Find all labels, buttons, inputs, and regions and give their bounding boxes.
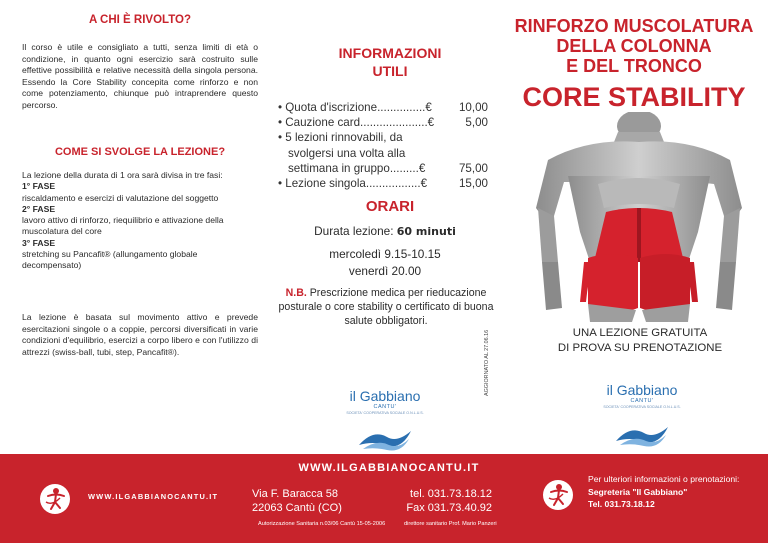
price-value: 5,00	[465, 116, 488, 130]
wave-icon	[357, 425, 413, 453]
booking-info	[588, 473, 764, 511]
price-label: • Quota d'iscrizione...............€	[278, 101, 432, 114]
gymnast-icon	[40, 484, 70, 514]
medical-director: direttore sanitario Prof. Mario Panzeri	[404, 521, 497, 527]
logo-name: il Gabbiano	[606, 382, 678, 398]
price-value: 10,00	[458, 101, 488, 114]
lesson-intro: La lezione della durata di 1 ora sarà divisa in tre fasi:	[22, 170, 223, 180]
updated-date: AGGIORNATO AL 27.06.16	[484, 329, 490, 396]
gabbiano-logo	[330, 388, 440, 453]
health-authorization: Autorizzazione Sanitaria n.03/06 Cantù 15-05-2006	[258, 521, 386, 527]
lesson-description: La lezione è basata sul movimento attivo e prevede esercitazioni singole o a coppie, percorsi diversificati in varie condizioni d'equilibrio, esercizi a corpo libero e con l'utilizzo di attrezzi (swiss-ball, tubi, step, Pancafit®).	[22, 312, 258, 357]
lesson-phases	[22, 170, 258, 272]
section-title-lesson: COME SI SVOLGE LA LEZIONE?	[54, 146, 226, 158]
info-title-line1: INFORMAZIONI	[338, 45, 442, 61]
promo-line2: DI PROVA SU PRENOTAZIONE	[557, 341, 723, 354]
subtitle-line2: DELLA COLONNA	[556, 36, 712, 56]
price-label: svolgersi una volta alla	[288, 146, 406, 160]
wave-icon	[614, 421, 670, 449]
nb-text: Prescrizione medica per rieducazione posturale o core stability o certificato di buona salute obbligatori.	[278, 287, 494, 327]
logo-city: CANTU'	[373, 404, 397, 410]
phase-1-label: 1° FASE	[22, 181, 56, 192]
free-trial-promo	[540, 326, 740, 355]
price-label: • Lezione singola.................€	[278, 177, 428, 191]
price-row	[278, 146, 488, 161]
nb-label: N.B.	[285, 287, 307, 299]
info-title	[290, 44, 490, 80]
fax-number: Fax 031.73.40.92	[406, 501, 492, 514]
price-list	[278, 100, 488, 191]
phase-1-text: riscaldamento e esercizi di valutazione del soggetto	[22, 192, 219, 203]
phone-number: tel. 031.73.18.12	[410, 488, 492, 500]
phase-2-text: lavoro attivo di rinforzo, riequilibrio e attivazione della muscolatura del core	[22, 215, 224, 237]
anatomy-back-figure	[528, 112, 750, 322]
duration-value: 60 minuti	[396, 225, 456, 238]
address-city: 22063 Cantù (CO)	[252, 501, 342, 514]
promo-line1: UNA LEZIONE GRATUITA	[572, 327, 708, 339]
schedule-day-2: venerdì 20.00	[348, 264, 422, 278]
lesson-duration	[280, 224, 490, 238]
booking-phone: Tel. 031.73.18.12	[588, 499, 655, 510]
gabbiano-logo	[587, 382, 697, 449]
phase-3-text: stretching su Pancafit® (allungamento globale decompensato)	[22, 249, 198, 271]
price-row	[278, 176, 488, 191]
website-link[interactable]: WWW.ILGABBIANOCANTU.IT	[298, 462, 480, 474]
subtitle-line3: E DEL TRONCO	[566, 56, 702, 76]
gymnast-icon	[543, 480, 573, 510]
orari-title: ORARI	[365, 198, 415, 215]
price-label: settimana in gruppo.........€	[288, 161, 426, 175]
price-row	[278, 115, 488, 130]
main-title: CORE STABILITY	[522, 82, 746, 112]
subtitle-line1: RINFORZO MUSCOLATURA	[514, 16, 754, 36]
phase-2-label: 2° FASE	[22, 203, 56, 214]
main-subtitle	[514, 16, 754, 76]
duration-label: Durata lezione:	[314, 224, 394, 238]
price-row	[278, 161, 488, 176]
nota-bene	[276, 286, 496, 328]
address	[252, 488, 342, 515]
logo-city: CANTU'	[630, 398, 654, 404]
info-title-line2: UTILI	[372, 63, 408, 79]
website-link-left[interactable]: WWW.ILGABBIANOCANTU.IT	[88, 492, 219, 501]
price-row	[278, 130, 488, 145]
price-value: 75,00	[458, 161, 488, 175]
price-value: 15,00	[458, 177, 488, 191]
schedule-day-1: mercoledì 9.15-10.15	[329, 247, 441, 261]
secretary: Segreteria "Il Gabbiano"	[588, 486, 688, 497]
logo-name: il Gabbiano	[349, 388, 421, 404]
price-label: • Cauzione card.....................€	[278, 116, 435, 130]
section-title-target: A CHI È RIVOLTO?	[88, 14, 191, 26]
target-description: Il corso è utile e consigliato a tutti, senza limiti di età o condizione, in quanto ogni esercizio sarà costruito sulle effettive possibilità e relative necessità della singola persona. Essendo la Core Stability concepita come rinforzo e non come potenziamento, chiunque può intraprendere questo percorso.	[22, 42, 258, 110]
logo-society: SOCIETA' COOPERATIVA SOCIALE O.N.L.U.S.	[346, 411, 424, 415]
logo-society: SOCIETA' COOPERATIVA SOCIALE O.N.L.U.S.	[603, 405, 681, 409]
info-line: Per ulteriori informazioni o prenotazioni:	[588, 474, 740, 484]
address-street: Via F. Baracca 58	[252, 488, 339, 500]
price-row	[278, 100, 488, 115]
phase-3-label: 3° FASE	[22, 237, 56, 248]
contacts	[388, 488, 492, 515]
price-label: • 5 lezioni rinnovabili, da	[278, 131, 403, 145]
schedule	[280, 246, 490, 280]
